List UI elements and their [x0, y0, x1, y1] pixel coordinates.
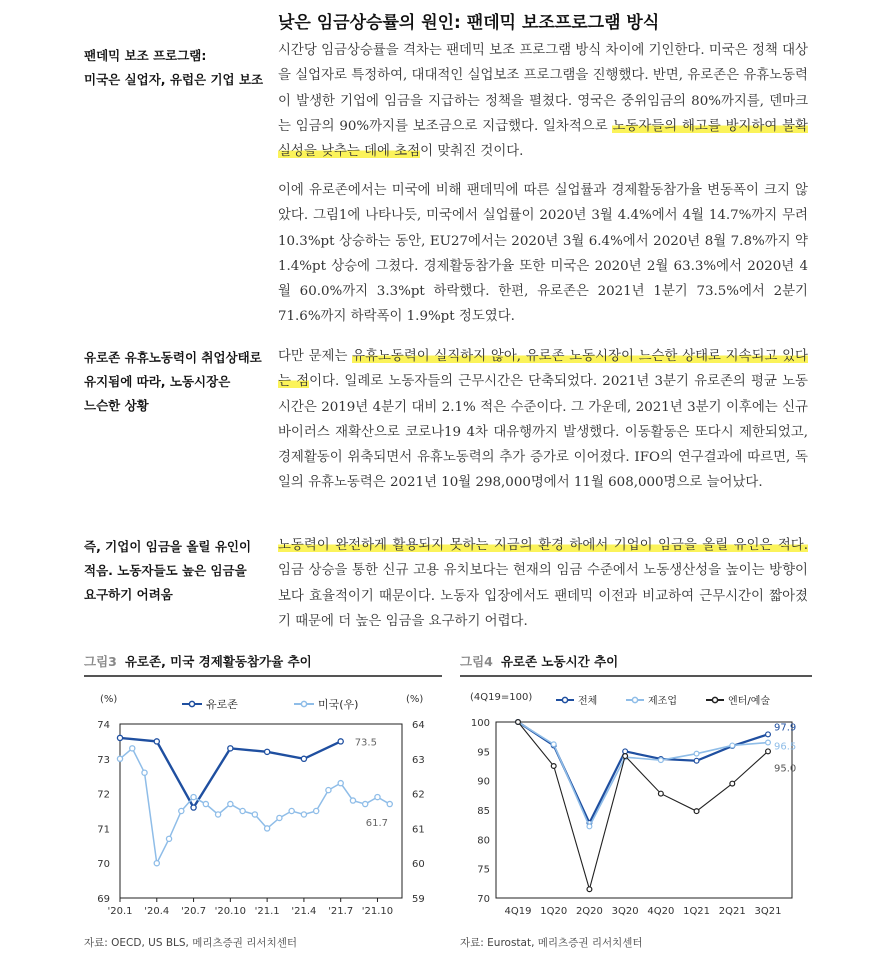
x-tick-label: 4Q20 [647, 906, 675, 917]
data-point [228, 746, 233, 751]
sidenote-line: 미국은 실업자, 유럽은 기업 보조 [84, 72, 264, 87]
data-point [154, 739, 159, 744]
data-point [154, 861, 159, 866]
figure-3-rule [84, 675, 442, 677]
x-tick-label: 4Q19 [504, 906, 532, 917]
page-title: 낮은 임금상승률의 원인: 팬데믹 보조프로그램 방식 [278, 13, 660, 33]
y-tick-label-right: 63 [412, 754, 425, 766]
figure-4-chart [456, 682, 816, 922]
data-point [350, 798, 355, 803]
text-run: 시간당 임금상승률을 격차는 팬데믹 보조 프로그램 방식 차이에 기인한다. 미국은 정책 대상을 실업자로 특정하여, 대대적인 실업보조 프로그램을 진행했다. 반면, 유로존은 유휴노동력이 발생한 기업에 임금을 지급하는 정책을 펼쳤다. 영국은 중위임금의 80%까지를, 덴마크는 임금의 90%까지를 보조금으로 지급했다. 일차적으로 [278, 43, 808, 134]
section-1-paragraph-2 [278, 178, 808, 330]
data-point [301, 812, 306, 817]
y-tick-label-right: 59 [412, 894, 425, 905]
data-point [265, 749, 270, 754]
data-point [326, 788, 331, 793]
data-point [191, 794, 196, 799]
data-point [694, 758, 699, 763]
data-point [730, 743, 735, 748]
text-run: 임금 상승을 통한 신규 고용 유치보다는 현재의 임금 수준에서 노동생산성을 높이는 방향이 보다 효율적이기 때문이다. 노동자 입장에서도 팬데믹 이전과 비교하여 근무시간이 짧아졌기 때문에 더 높은 임금을 요구하기 어렵다. [278, 563, 808, 629]
data-point [387, 801, 392, 806]
text-run: 이다. 일례로 노동자들의 근무시간은 단축되었다. 2021년 3분기 유로존의 평균 노동시간은 2019년 4분기 대비 2.1% 적은 수준이다. 그 가운데, 2021년 3분기 이후에는 신규 바이러스 재확산으로 코로나19 4차 대유행까지 발생했다. 이동활동은 또다시 제한되었고, 경제활동이 위축되면서 유휴노동력의 추가 증가로 이어졌다. IFO의 연구결과에 따르면, 독일의 유휴노동력은 2021년 10월 298,000명에서 11월 608,000명으로 늘어났다. [278, 374, 808, 491]
y-tick-label-left: 69 [97, 894, 110, 905]
x-tick-label: 3Q20 [611, 906, 639, 917]
y-tick-label: 75 [477, 864, 490, 876]
figure-4-title [460, 652, 618, 670]
data-point [694, 809, 699, 814]
y-tick-label-right: 60 [412, 859, 425, 871]
x-tick-label: '20.10 [214, 906, 247, 917]
x-tick-label: 3Q21 [754, 906, 782, 917]
text-run: 이에 유로존에서는 미국에 비해 팬데믹에 따른 실업률과 경제활동참가율 변동폭이 크지 않았다. 그림1에 나타나듯, 미국에서 실업률이 2020년 3월 4.4%에서 4월 14.7%까지 무려 10.3%pt 상승하는 동안, EU27에서는 2020년 3월 6.4%에서 2020년 8월 7.8%까지 약 1.4%pt 상승에 그쳤다. 경제활동참가율 또한 미국은 2020년 2월 63.3%에서 2020년 4월 60.0%까지 3.3%pt 하락했다. 한편, 유로존은 2021년 1분기 73.5%에서 2분기 71.6%까지 하락폭이 1.9%pt 정도였다. [278, 183, 808, 325]
x-tick-label: '21.7 [328, 906, 354, 917]
index-note: (4Q19=100) [470, 692, 533, 703]
data-point [587, 887, 592, 892]
data-point [252, 812, 257, 817]
legend-marker [562, 697, 567, 702]
sidenote-line: 팬데믹 보조 프로그램: [84, 48, 207, 63]
sidenote-line: 요구하기 어려움 [84, 587, 173, 602]
section-3-sidenote [84, 535, 264, 607]
figure-3-source: 자료: OECD, US BLS, 메리츠증권 리서치센터 [84, 937, 298, 949]
left-axis-unit: (%) [100, 694, 118, 705]
data-point [117, 735, 122, 740]
y-tick-label-left: 73 [97, 754, 110, 766]
data-point [694, 751, 699, 756]
data-point [130, 746, 135, 751]
series-line [120, 748, 390, 863]
x-tick-label: '20.1 [107, 906, 133, 917]
end-value-label: 97.9 [774, 722, 797, 734]
x-tick-label: 1Q21 [683, 906, 711, 917]
y-tick-label-left: 71 [97, 824, 110, 836]
end-value-label: 73.5 [354, 737, 377, 749]
highlighted-text: 노동자들의 해고를 방지하여 불확실성을 낮추는 데에 초점 [278, 118, 808, 160]
y-tick-label-left: 74 [97, 720, 110, 731]
data-point [623, 754, 628, 759]
sidenote-line: 느슨한 상황 [84, 398, 149, 413]
data-point [215, 812, 220, 817]
x-tick-label: '21.1 [254, 906, 280, 917]
legend-label: 미국(우) [318, 698, 359, 711]
x-tick-label: 1Q20 [540, 906, 568, 917]
data-point [766, 749, 771, 754]
data-point [587, 824, 592, 829]
data-point [658, 758, 663, 763]
data-point [658, 791, 663, 796]
data-point [314, 808, 319, 813]
y-tick-label: 100 [470, 718, 490, 729]
data-point [191, 805, 196, 810]
x-tick-label: '21.10 [361, 906, 394, 917]
text-run: 이 맞춰진 것이다. [420, 144, 524, 160]
section-2-sidenote [84, 346, 264, 418]
section-2-paragraph [278, 344, 808, 496]
y-tick-label-left: 70 [97, 859, 110, 871]
data-point [203, 801, 208, 806]
highlighted-text: 노동력이 완전하게 활용되지 못하는 지금의 환경 하에서 기업이 임금을 올릴 유인은 적다. [278, 538, 808, 553]
data-point [289, 808, 294, 813]
sidenote-line: 유로존 유휴노동력이 취업상태로 [84, 350, 262, 365]
section-1-paragraph-1 [278, 38, 808, 164]
legend-marker [712, 697, 717, 702]
data-point [338, 739, 343, 744]
data-point [166, 836, 171, 841]
x-tick-label: 2Q21 [718, 906, 746, 917]
y-tick-label: 90 [477, 776, 490, 788]
y-tick-label-right: 62 [412, 789, 425, 801]
legend-marker [632, 697, 637, 702]
y-tick-label-right: 61 [412, 824, 425, 836]
section-3-paragraph [278, 533, 808, 634]
figure-label: 그림3 [84, 654, 117, 669]
data-point [551, 764, 556, 769]
end-value-label: 61.7 [365, 818, 389, 830]
legend-label: 제조업 [648, 696, 677, 707]
legend-label: 엔터/예술 [728, 696, 771, 707]
data-point [277, 815, 282, 820]
data-point [179, 808, 184, 813]
data-point [228, 801, 233, 806]
figure-3-chart [84, 682, 444, 922]
figure-label: 그림4 [460, 654, 493, 669]
figure-title-text: 유로존, 미국 경제활동참가율 추이 [124, 654, 312, 669]
data-point [142, 770, 147, 775]
legend-marker [301, 701, 306, 706]
figure-4-rule [460, 675, 812, 677]
data-point [265, 826, 270, 831]
data-point [516, 720, 521, 725]
data-point [766, 740, 771, 745]
data-point [766, 732, 771, 737]
y-tick-label: 70 [477, 894, 490, 905]
data-point [375, 794, 380, 799]
data-point [240, 808, 245, 813]
x-tick-label: '21.4 [291, 906, 317, 917]
plot-frame [496, 722, 792, 898]
sidenote-line: 적음. 노동자들도 높은 임금을 [84, 563, 247, 578]
legend-label: 전체 [578, 696, 598, 707]
legend-label: 유로존 [206, 698, 238, 711]
x-tick-label: 2Q20 [575, 906, 603, 917]
sidenote-line: 유지됨에 따라, 노동시장은 [84, 374, 231, 389]
text-run: 다만 문제는 [278, 349, 353, 364]
y-tick-label-left: 72 [97, 789, 110, 801]
end-value-label: 95.0 [774, 763, 797, 775]
sidenote-line: 즉, 기업이 임금을 올릴 유인이 [84, 539, 252, 554]
data-point [551, 742, 556, 747]
right-axis-unit: (%) [406, 694, 424, 705]
figure-3-title [84, 652, 312, 670]
legend-marker [189, 701, 194, 706]
y-tick-label: 80 [477, 835, 490, 847]
figure-4-source: 자료: Eurostat, 메리츠증권 리서치센터 [460, 937, 643, 949]
data-point [117, 756, 122, 761]
end-value-label: 96.5 [774, 741, 797, 753]
y-tick-label: 95 [477, 747, 490, 759]
data-point [730, 781, 735, 786]
x-tick-label: '20.7 [181, 906, 207, 917]
y-tick-label: 85 [477, 806, 490, 817]
y-tick-label-right: 64 [412, 720, 425, 731]
data-point [363, 801, 368, 806]
data-point [301, 756, 306, 761]
data-point [338, 781, 343, 786]
highlighted-text: 유휴노동력이 실직하지 않아, 유로존 노동시장이 느슨한 상태로 지속되고 있다는 점 [278, 349, 808, 390]
x-tick-label: '20.4 [144, 906, 170, 917]
figure-title-text: 유로존 노동시간 추이 [500, 654, 619, 669]
data-point [623, 749, 628, 754]
section-1-sidenote [84, 44, 264, 92]
